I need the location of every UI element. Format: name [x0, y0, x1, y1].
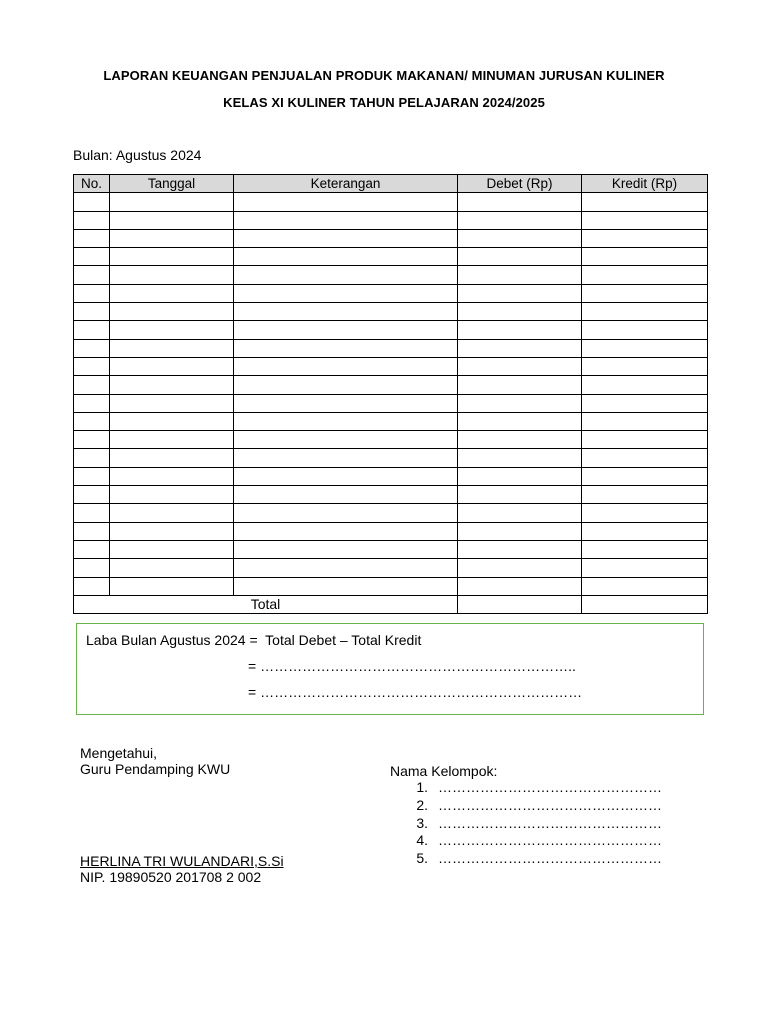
cell-keterangan — [234, 193, 458, 211]
supervisor-identity — [80, 853, 284, 885]
table-row — [74, 321, 708, 339]
cell-keterangan — [234, 229, 458, 247]
cell-keterangan — [234, 540, 458, 558]
cell-no — [74, 284, 110, 302]
table-row — [74, 394, 708, 412]
cell-kredit — [582, 339, 708, 357]
table-row — [74, 559, 708, 577]
cell-kredit — [582, 193, 708, 211]
table-header-row — [74, 175, 708, 193]
member-name-blank: ………………………………………… — [438, 850, 662, 867]
table-row — [74, 486, 708, 504]
cell-debet — [458, 193, 582, 211]
cell-tanggal — [110, 504, 234, 522]
total-label: Total — [74, 595, 458, 613]
member-number: 2. — [416, 796, 428, 813]
cell-kredit — [582, 449, 708, 467]
group-members-list — [390, 779, 662, 868]
cell-kredit — [582, 229, 708, 247]
cell-kredit — [582, 394, 708, 412]
cell-no — [74, 339, 110, 357]
cell-kredit — [582, 376, 708, 394]
total-row — [74, 595, 708, 613]
cell-kredit — [582, 431, 708, 449]
cell-keterangan — [234, 357, 458, 375]
member-number: 4. — [416, 832, 428, 849]
cell-no — [74, 486, 110, 504]
cell-tanggal — [110, 284, 234, 302]
cell-debet — [458, 504, 582, 522]
cell-kredit — [582, 467, 708, 485]
cell-kredit — [582, 357, 708, 375]
cell-no — [74, 229, 110, 247]
table-row — [74, 248, 708, 266]
column-header-kredit: Kredit (Rp) — [582, 175, 708, 193]
column-header-keterangan: Keterangan — [234, 175, 458, 193]
cell-no — [74, 412, 110, 430]
cell-keterangan — [234, 431, 458, 449]
cell-keterangan — [234, 248, 458, 266]
table-row — [74, 431, 708, 449]
cell-keterangan — [234, 266, 458, 284]
table-row — [74, 376, 708, 394]
cell-debet — [458, 284, 582, 302]
supervisor-role: Guru Pendamping KWU — [80, 761, 231, 777]
member-name-blank: ………………………………………… — [438, 814, 662, 831]
cell-kredit — [582, 577, 708, 595]
cell-no — [74, 540, 110, 558]
cell-debet — [458, 467, 582, 485]
table-row — [74, 266, 708, 284]
cell-kredit — [582, 321, 708, 339]
member-number: 3. — [416, 814, 428, 831]
cell-no — [74, 559, 110, 577]
table-row — [74, 193, 708, 211]
total-debet-cell — [458, 595, 582, 613]
cell-no — [74, 394, 110, 412]
cell-tanggal — [110, 248, 234, 266]
cell-kredit — [582, 412, 708, 430]
cell-keterangan — [234, 412, 458, 430]
column-header-no: No. — [74, 175, 110, 193]
table-row — [74, 412, 708, 430]
cell-no — [74, 211, 110, 229]
table-row — [74, 540, 708, 558]
cell-no — [74, 321, 110, 339]
cell-keterangan — [234, 211, 458, 229]
member-number: 1. — [416, 779, 428, 795]
cell-debet — [458, 303, 582, 321]
supervisor-signature-block — [80, 745, 230, 777]
table-row — [74, 357, 708, 375]
cell-tanggal — [110, 486, 234, 504]
cell-tanggal — [110, 376, 234, 394]
cell-kredit — [582, 284, 708, 302]
cell-debet — [458, 248, 582, 266]
cell-tanggal — [110, 522, 234, 540]
cell-tanggal — [110, 211, 234, 229]
cell-keterangan — [234, 559, 458, 577]
cell-no — [74, 248, 110, 266]
cell-keterangan — [234, 394, 458, 412]
cell-tanggal — [110, 321, 234, 339]
cell-debet — [458, 540, 582, 558]
cell-debet — [458, 577, 582, 595]
cell-keterangan — [234, 339, 458, 357]
cell-kredit — [582, 559, 708, 577]
member-name-blank: ………………………………………… — [438, 779, 662, 795]
member-number: 5. — [416, 850, 428, 867]
cell-kredit — [582, 522, 708, 540]
cell-tanggal — [110, 303, 234, 321]
month-label: Bulan: Agustus 2024 — [73, 147, 202, 163]
cell-keterangan — [234, 467, 458, 485]
table-row — [74, 577, 708, 595]
cell-debet — [458, 412, 582, 430]
cell-keterangan — [234, 449, 458, 467]
cell-kredit — [582, 266, 708, 284]
report-title-line2: KELAS XI KULINER TAHUN PELAJARAN 2024/2025 — [223, 95, 545, 110]
cell-debet — [458, 229, 582, 247]
cell-tanggal — [110, 229, 234, 247]
cell-no — [74, 431, 110, 449]
cell-no — [74, 504, 110, 522]
table-row — [74, 522, 708, 540]
cell-tanggal — [110, 193, 234, 211]
profit-calculation-box — [76, 623, 704, 715]
table-row — [74, 303, 708, 321]
table-row — [74, 449, 708, 467]
acknowledgement-label: Mengetahui, — [80, 745, 158, 761]
finance-ledger-table — [73, 174, 708, 614]
supervisor-nip: NIP. 19890520 201708 2 002 — [80, 869, 262, 885]
cell-kredit — [582, 211, 708, 229]
cell-kredit — [582, 303, 708, 321]
profit-blank-line-1: = ………………………………………………………….. — [248, 658, 576, 674]
cell-debet — [458, 211, 582, 229]
cell-kredit — [582, 486, 708, 504]
cell-debet — [458, 266, 582, 284]
cell-debet — [458, 394, 582, 412]
table-row — [74, 229, 708, 247]
cell-tanggal — [110, 449, 234, 467]
cell-keterangan — [234, 522, 458, 540]
group-members-block — [390, 763, 662, 868]
cell-debet — [458, 376, 582, 394]
table-body — [74, 193, 708, 596]
total-kredit-cell — [582, 595, 708, 613]
cell-kredit — [582, 504, 708, 522]
cell-no — [74, 449, 110, 467]
supervisor-name: HERLINA TRI WULANDARI,S.Si — [80, 853, 284, 869]
list-item — [390, 832, 662, 850]
list-item — [390, 797, 662, 815]
cell-keterangan — [234, 504, 458, 522]
cell-keterangan — [234, 284, 458, 302]
column-header-debet: Debet (Rp) — [458, 175, 582, 193]
cell-tanggal — [110, 540, 234, 558]
cell-tanggal — [110, 559, 234, 577]
table-row — [74, 284, 708, 302]
table-row — [74, 211, 708, 229]
cell-debet — [458, 339, 582, 357]
cell-tanggal — [110, 339, 234, 357]
cell-debet — [458, 486, 582, 504]
list-item — [390, 779, 662, 797]
cell-kredit — [582, 540, 708, 558]
cell-tanggal — [110, 357, 234, 375]
report-title-line1: LAPORAN KEUANGAN PENJUALAN PRODUK MAKANAN/ MINUMAN JURUSAN KULINER — [103, 68, 665, 83]
table-row — [74, 504, 708, 522]
table-row — [74, 339, 708, 357]
cell-keterangan — [234, 486, 458, 504]
cell-keterangan — [234, 577, 458, 595]
cell-no — [74, 193, 110, 211]
cell-no — [74, 522, 110, 540]
column-header-tanggal: Tanggal — [110, 175, 234, 193]
table-row — [74, 467, 708, 485]
list-item — [390, 815, 662, 833]
cell-no — [74, 266, 110, 284]
cell-tanggal — [110, 431, 234, 449]
cell-kredit — [582, 248, 708, 266]
member-name-blank: ………………………………………… — [438, 796, 662, 813]
cell-debet — [458, 449, 582, 467]
member-name-blank: ………………………………………… — [438, 832, 662, 849]
cell-debet — [458, 559, 582, 577]
cell-tanggal — [110, 394, 234, 412]
cell-keterangan — [234, 321, 458, 339]
profit-formula: Laba Bulan Agustus 2024 = Total Debet – Total Kredit — [86, 632, 422, 648]
cell-no — [74, 577, 110, 595]
cell-tanggal — [110, 266, 234, 284]
cell-keterangan — [234, 376, 458, 394]
cell-debet — [458, 431, 582, 449]
list-item — [390, 850, 662, 868]
cell-no — [74, 376, 110, 394]
cell-debet — [458, 522, 582, 540]
cell-keterangan — [234, 303, 458, 321]
cell-no — [74, 357, 110, 375]
cell-tanggal — [110, 577, 234, 595]
cell-tanggal — [110, 467, 234, 485]
cell-no — [74, 303, 110, 321]
profit-blank-line-2: = …………………………………………………………… — [248, 684, 583, 700]
cell-no — [74, 467, 110, 485]
cell-tanggal — [110, 412, 234, 430]
cell-debet — [458, 321, 582, 339]
group-members-label: Nama Kelompok: — [390, 763, 498, 779]
cell-debet — [458, 357, 582, 375]
